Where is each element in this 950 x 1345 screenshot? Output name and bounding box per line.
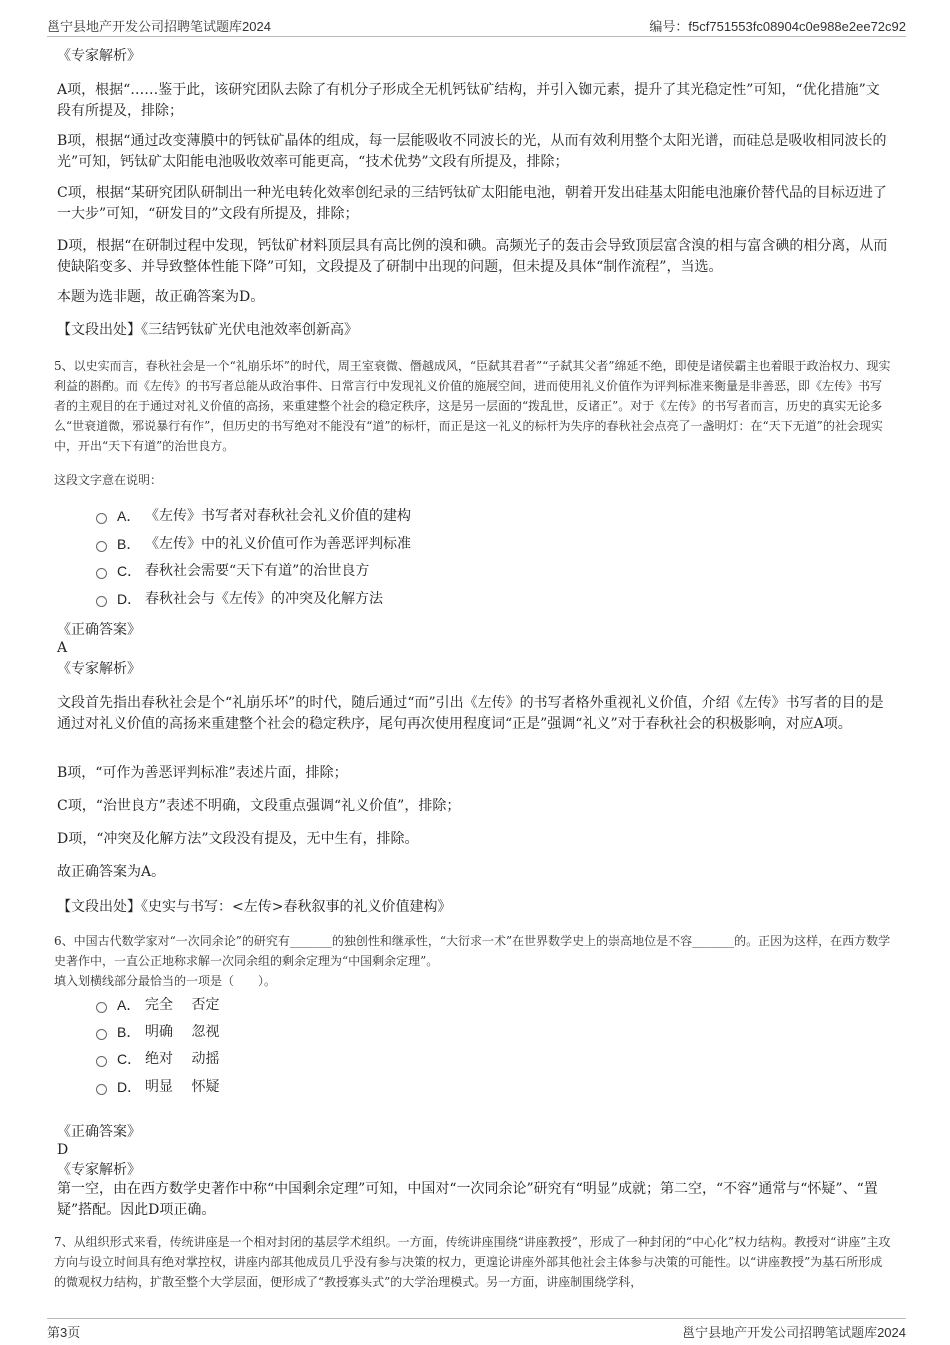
q5-analysis-d: D项，“冲突及化解方法”文段没有提及，无中生有，排除。 <box>57 831 419 847</box>
option-letter: C． <box>117 563 142 579</box>
q6-option-c[interactable] <box>96 1049 219 1069</box>
q5-analysis-label: 《专家解析》 <box>57 661 141 677</box>
q5-answer: A <box>57 640 68 656</box>
radio-icon[interactable] <box>96 568 107 579</box>
q4-analysis-label: 《专家解析》 <box>57 48 141 64</box>
option-text: 绝对 动摇 <box>145 1051 220 1067</box>
page-header <box>47 16 906 37</box>
option-letter: C． <box>117 1051 142 1067</box>
q6-analysis: 第一空，由在西方数学史著作中称“中国剩余定理”可知，中国对“一次同余论”研究有“明显”成就；第二空，“不容”通常与“怀疑”、“置疑”搭配。因此D项正确。 <box>57 1181 878 1218</box>
radio-icon[interactable] <box>96 1002 107 1013</box>
option-text: 《左传》中的礼义价值可作为善恶评判标准 <box>145 536 411 552</box>
q6-answer-label: 《正确答案》 <box>57 1124 141 1140</box>
q5-stem: 5、以史实而言，春秋社会是一个“礼崩乐坏”的时代，周王室衰微、僭越成风，“臣弑其君者”“子弑其父者”绵延不绝，即使是诸侯霸主也着眼于政治权力、现实利益的斟酌。而《左传》的书写者总能从政治事件、日常言行中发现礼义价值的施展空间，进而使用礼义价值作为评判标准来衡量是非善恶，即《左传》书写者的主观目的在于通过对礼义价值的高扬，来重建整个社会的稳定秩序，这是另一层面的“拨乱世，反诸正”。对于《左传》的书写者而言，历史的真实无论多么“世衰道微，邪说暴行有作”，但历史的书写绝对不能没有“道”的标杆，而正是这一礼义的标杆为失序的春秋社会点亮了一盏明灯：在“天下无道”的社会现实中，开出“天下有道”的治世良方。 <box>54 359 891 453</box>
q4-analysis-c: C项，根据“某研究团队研制出一种光电转化效率创纪录的三结钙钛矿太阳能电池，朝着开发出硅基太阳能电池廉价替代品的目标迈进了一大步”可知，“研发目的”文段有所提及，排除； <box>57 185 887 222</box>
q5-option-a[interactable] <box>96 506 411 526</box>
q5-prompt: 这段文字意在说明： <box>54 473 163 487</box>
q4-analysis-b: B项，根据“通过改变薄膜中的钙钛矿晶体的组成，每一层能吸收不同波长的光，从而有效利用整个太阳光谱，而硅总是吸收相同波长的光”可知，钙钛矿太阳能电池吸收效率可能更高，“技术优势”文段有所提及，排除； <box>57 133 887 170</box>
q4-analysis-d: D项，根据“在研制过程中发现，钙钛矿材料顶层具有高比例的溴和碘。高频光子的轰击会导致顶层富含溴的相与富含碘的相分离，从而使缺陷变多、并导致整体性能下降”可知，文段提及了研制中出现的问题，但未提及具体“制作流程”，当选。 <box>57 238 888 275</box>
option-letter: D． <box>117 591 142 607</box>
option-letter: A． <box>117 508 141 524</box>
q5-analysis: 文段首先指出春秋社会是个“礼崩乐坏”的时代，随后通过“而”引出《左传》的书写者格外重视礼义价值，介绍《左传》书写者的目的是通过对礼义价值的高扬来重建整个社会的稳定秩序，尾句再次使用程度词“正是”强调“礼义”对于春秋社会的积极影响，对应A项。 <box>57 695 884 732</box>
q6-option-a[interactable] <box>96 995 219 1015</box>
q7-stem: 7、从组织形式来看，传统讲座是一个相对封闭的基层学术组织。一方面，传统讲座围绕“讲座教授”，形成了一种封闭的“中心化”权力结构。教授对“讲座”主攻方向与设立时间具有绝对掌控权，讲座内部其他成员几乎没有参与决策的权力，更遑论讲座外部其他社会主体参与决策的可能性。以“讲座教授”为基石所形成的微观权力结构，扩散至整个大学层面，便形成了“教授寡头式”的大学治理模式。另一方面，讲座制围绕学科， <box>54 1235 891 1289</box>
q5-source: 【文段出处】《史实与书写：<左传>春秋叙事的礼义价值建构》 <box>57 899 452 915</box>
radio-icon[interactable] <box>96 541 107 552</box>
q5-conclusion: 故正确答案为A。 <box>57 864 166 880</box>
q5-analysis-b: B项，“可作为善恶评判标准”表述片面，排除； <box>57 765 348 781</box>
option-letter: A． <box>117 997 141 1013</box>
q5-analysis-c: C项，“治世良方”表述不明确，文段重点强调“礼义价值”，排除； <box>57 798 461 814</box>
q6-prompt: 填入划横线部分最恰当的一项是（ ）。 <box>54 974 277 988</box>
radio-icon[interactable] <box>96 1056 107 1067</box>
q5-option-d[interactable] <box>96 589 383 609</box>
option-letter: D． <box>117 1079 142 1095</box>
q6-option-d[interactable] <box>96 1077 219 1097</box>
radio-icon[interactable] <box>96 1084 107 1095</box>
option-text: 春秋社会与《左传》的冲突及化解方法 <box>145 591 383 607</box>
option-text: 明确 忽视 <box>145 1024 220 1040</box>
option-text: 《左传》书写者对春秋社会礼义价值的建构 <box>145 508 411 524</box>
q4-analysis-a: A项，根据“……鉴于此，该研究团队去除了有机分子形成全无机钙钛矿结构，并引入铷元素，提升了其光稳定性”可知，“优化措施”文段有所提及，排除； <box>57 82 880 119</box>
q5-option-c[interactable] <box>96 561 369 581</box>
option-letter: B． <box>117 1024 141 1040</box>
q5-option-b[interactable] <box>96 534 411 554</box>
q4-source: 【文段出处】《三结钙钛矿光伏电池效率创新高》 <box>57 322 358 338</box>
radio-icon[interactable] <box>96 1029 107 1040</box>
page-number: 第3页 <box>47 1325 81 1340</box>
q5-answer-label: 《正确答案》 <box>57 622 141 638</box>
radio-icon[interactable] <box>96 513 107 524</box>
option-text: 明显 怀疑 <box>145 1079 220 1095</box>
page-footer <box>47 1318 906 1342</box>
q6-answer: D <box>57 1142 69 1158</box>
footer-title: 邕宁县地产开发公司招聘笔试题库2024 <box>682 1325 906 1340</box>
option-text: 春秋社会需要“天下有道”的治世良方 <box>145 563 370 579</box>
option-letter: B． <box>117 536 141 552</box>
q6-analysis-label: 《专家解析》 <box>57 1162 141 1178</box>
q6-option-b[interactable] <box>96 1022 219 1042</box>
option-text: 完全 否定 <box>145 997 220 1013</box>
q4-conclusion: 本题为选非题，故正确答案为D。 <box>57 289 265 305</box>
header-title: 邕宁县地产开发公司招聘笔试题库2024 <box>47 19 271 34</box>
document-id: 编号：f5cf751553fc08904c0e988e2ee72c92 <box>649 19 906 34</box>
q6-stem: 6、中国古代数学家对“一次同余论”的研究有_______的独创性和继承性，“大衍求一术”在世界数学史上的崇高地位是不容_______的。正因为这样，在西方数学史著作中，一直公正地称求解一次同余组的剩余定理为“中国剩余定理”。 <box>54 934 891 968</box>
radio-icon[interactable] <box>96 596 107 607</box>
